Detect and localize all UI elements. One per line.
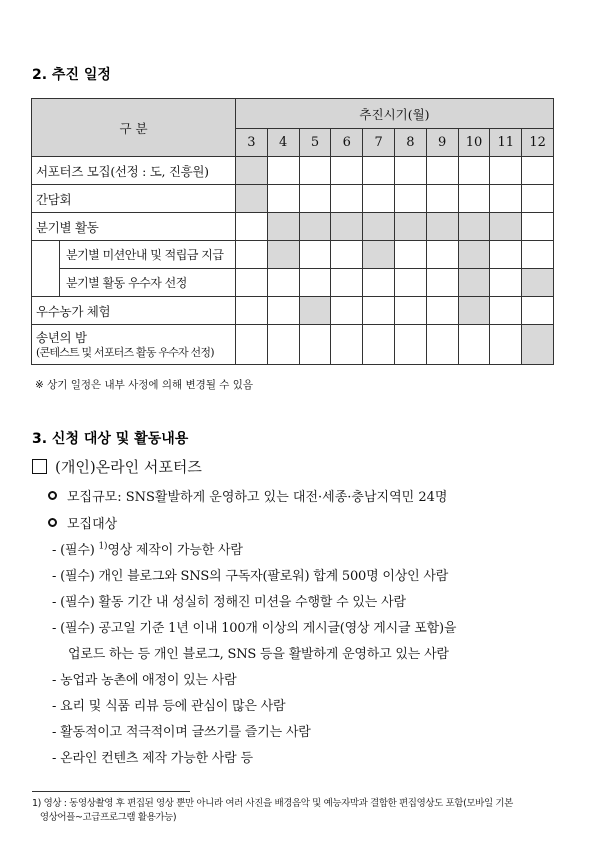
schedule-cell-month-12 [522,157,554,185]
schedule-cell-month-4 [267,157,299,185]
schedule-cell-month-10 [458,297,490,325]
schedule-cell-month-10 [458,157,490,185]
schedule-cell-month-9 [426,185,458,213]
item-text: 영상 제작이 가능한 사람 [107,543,243,558]
row-label-line1: 송년의 밤 [36,329,87,345]
schedule-cell-month-4 [267,213,299,241]
footnote-divider [32,791,190,792]
bullet-text: 모집규모: SNS활발하게 운영하고 있는 대전·세종·충남지역민 24명 [67,490,448,505]
month-header: 9 [426,129,458,157]
schedule-cell-month-5 [299,241,331,269]
footnote-marker: 1) [98,541,108,552]
schedule-cell-month-3 [236,157,268,185]
heading-text: (개인)온라인 서포터즈 [55,458,202,476]
schedule-cell-month-5 [299,297,331,325]
row-label: 간담회 [32,185,236,213]
schedule-cell-month-8 [394,157,426,185]
schedule-cell-month-4 [267,185,299,213]
table-row [32,241,554,269]
schedule-cell-month-6 [331,325,363,365]
schedule-cell-month-7 [363,325,395,365]
schedule-cell-month-12 [522,213,554,241]
indent-cell [32,269,60,297]
schedule-cell-month-8 [394,325,426,365]
schedule-cell-month-7 [363,297,395,325]
month-header: 10 [458,129,490,157]
schedule-cell-month-11 [490,325,522,365]
indent-cell [32,241,60,269]
schedule-note: ※ 상기 일정은 내부 사정에 의해 변경될 수 있음 [35,379,254,391]
bullet-recruit-target [48,513,117,532]
schedule-cell-month-10 [458,241,490,269]
month-header: 11 [490,129,522,157]
category-header: 구 분 [32,99,236,157]
item-prefix: - (필수) [52,543,99,558]
schedule-cell-month-3 [236,213,268,241]
list-item [52,747,253,766]
square-bullet-icon [32,459,47,474]
item-prefix: - (필수) [52,569,99,584]
table-row [32,185,554,213]
schedule-cell-month-7 [363,157,395,185]
schedule-cell-month-3 [236,269,268,297]
table-row [32,157,554,185]
section-2-title: 2. 추진 일정 [32,67,111,83]
item-prefix: - [52,751,61,766]
circle-bullet-icon [48,518,57,527]
item-text: 농업과 농촌에 애정이 있는 사람 [60,673,237,688]
list-item [52,539,243,558]
schedule-cell-month-6 [331,157,363,185]
row-label: 우수농가 체험 [32,297,236,325]
schedule-cell-month-8 [394,185,426,213]
table-row [32,325,554,365]
schedule-cell-month-5 [299,269,331,297]
footnote-line: 영상어플~고급프로그램 활용가능) [32,812,177,823]
item-prefix: - [52,673,61,688]
schedule-cell-month-10 [458,269,490,297]
schedule-cell-month-9 [426,269,458,297]
schedule-cell-month-10 [458,185,490,213]
schedule-cell-month-11 [490,213,522,241]
schedule-cell-month-9 [426,241,458,269]
schedule-cell-month-9 [426,325,458,365]
item-text: 업로드 하는 등 개인 블로그, SNS 등을 활발하게 운영하고 있는 사람 [68,647,449,662]
schedule-cell-month-12 [522,241,554,269]
schedule-cell-month-9 [426,157,458,185]
list-item [52,721,311,740]
schedule-table [31,98,554,365]
schedule-cell-month-11 [490,297,522,325]
schedule-cell-month-10 [458,325,490,365]
schedule-cell-month-8 [394,269,426,297]
schedule-cell-month-11 [490,269,522,297]
bullet-text: 모집대상 [67,517,118,532]
schedule-cell-month-5 [299,185,331,213]
month-header: 4 [267,129,299,157]
month-header: 3 [236,129,268,157]
item-text: 온라인 컨텐츠 제작 가능한 사람 등 [60,751,253,766]
schedule-cell-month-12 [522,269,554,297]
row-label: 서포터즈 모집(선정 : 도, 진흥원) [32,157,236,185]
schedule-cell-month-12 [522,185,554,213]
month-header: 6 [331,129,363,157]
online-supporters-heading [32,456,202,477]
item-text: 공고일 기준 1년 이내 100개 이상의 게시글(영상 게시글 포함)을 [98,621,457,636]
schedule-cell-month-4 [267,297,299,325]
schedule-cell-month-11 [490,241,522,269]
period-header: 추진시기(월) [236,99,554,129]
schedule-cell-month-7 [363,269,395,297]
row-label: 분기별 미션안내 및 적립금 지급 [60,241,236,269]
item-text: 활동 기간 내 성실히 정해진 미션을 수행할 수 있는 사람 [98,595,406,610]
schedule-cell-month-7 [363,185,395,213]
schedule-cell-month-3 [236,241,268,269]
footnote [32,797,557,825]
row-label [32,325,236,365]
schedule-cell-month-8 [394,213,426,241]
month-header: 5 [299,129,331,157]
list-item [52,669,237,688]
schedule-cell-month-6 [331,297,363,325]
list-item [52,617,456,636]
schedule-cell-month-11 [490,185,522,213]
schedule-cell-month-5 [299,325,331,365]
schedule-cell-month-8 [394,241,426,269]
list-item-continued [68,643,449,662]
schedule-cell-month-7 [363,241,395,269]
row-label-line2: (콘테스트 및 서포터즈 활동 우수자 선정) [36,345,214,359]
schedule-cell-month-6 [331,213,363,241]
item-prefix: - (필수) [52,595,99,610]
schedule-cell-month-5 [299,157,331,185]
list-item [52,591,406,610]
table-row [32,297,554,325]
schedule-cell-month-6 [331,185,363,213]
schedule-cell-month-5 [299,213,331,241]
schedule-cell-month-4 [267,325,299,365]
item-prefix: - (필수) [52,621,99,636]
item-prefix: - [52,725,61,740]
schedule-cell-month-3 [236,325,268,365]
schedule-cell-month-11 [490,157,522,185]
table-row [32,269,554,297]
schedule-cell-month-3 [236,297,268,325]
item-prefix: - [52,699,61,714]
month-header: 8 [394,129,426,157]
schedule-cell-month-3 [236,185,268,213]
schedule-cell-month-6 [331,269,363,297]
table-row [32,213,554,241]
schedule-cell-month-4 [267,241,299,269]
section-3-title: 3. 신청 대상 및 활동내용 [32,431,189,447]
schedule-cell-month-9 [426,213,458,241]
schedule-cell-month-7 [363,213,395,241]
bullet-recruit-scale [48,486,447,505]
circle-bullet-icon [48,491,57,500]
schedule-cell-month-6 [331,241,363,269]
list-item [52,695,285,714]
list-item [52,565,448,584]
schedule-cell-month-4 [267,269,299,297]
item-text: 활동적이고 적극적이며 글쓰기를 즐기는 사람 [60,725,311,740]
schedule-cell-month-12 [522,325,554,365]
footnote-line: 1) 영상 : 동영상촬영 후 편집된 영상 뿐만 아니라 여러 사진을 배경음악 및 예능자막과 결합한 편집영상도 포함(모바일 기본 [32,798,513,809]
row-label: 분기별 활동 우수자 선정 [60,269,236,297]
schedule-cell-month-9 [426,297,458,325]
item-text: 요리 및 식품 리뷰 등에 관심이 많은 사람 [60,699,286,714]
schedule-cell-month-8 [394,297,426,325]
month-header: 12 [522,129,554,157]
schedule-cell-month-10 [458,213,490,241]
row-label: 분기별 활동 [32,213,236,241]
schedule-cell-month-12 [522,297,554,325]
item-text: 개인 블로그와 SNS의 구독자(팔로워) 합계 500명 이상인 사람 [98,569,449,584]
month-header: 7 [363,129,395,157]
